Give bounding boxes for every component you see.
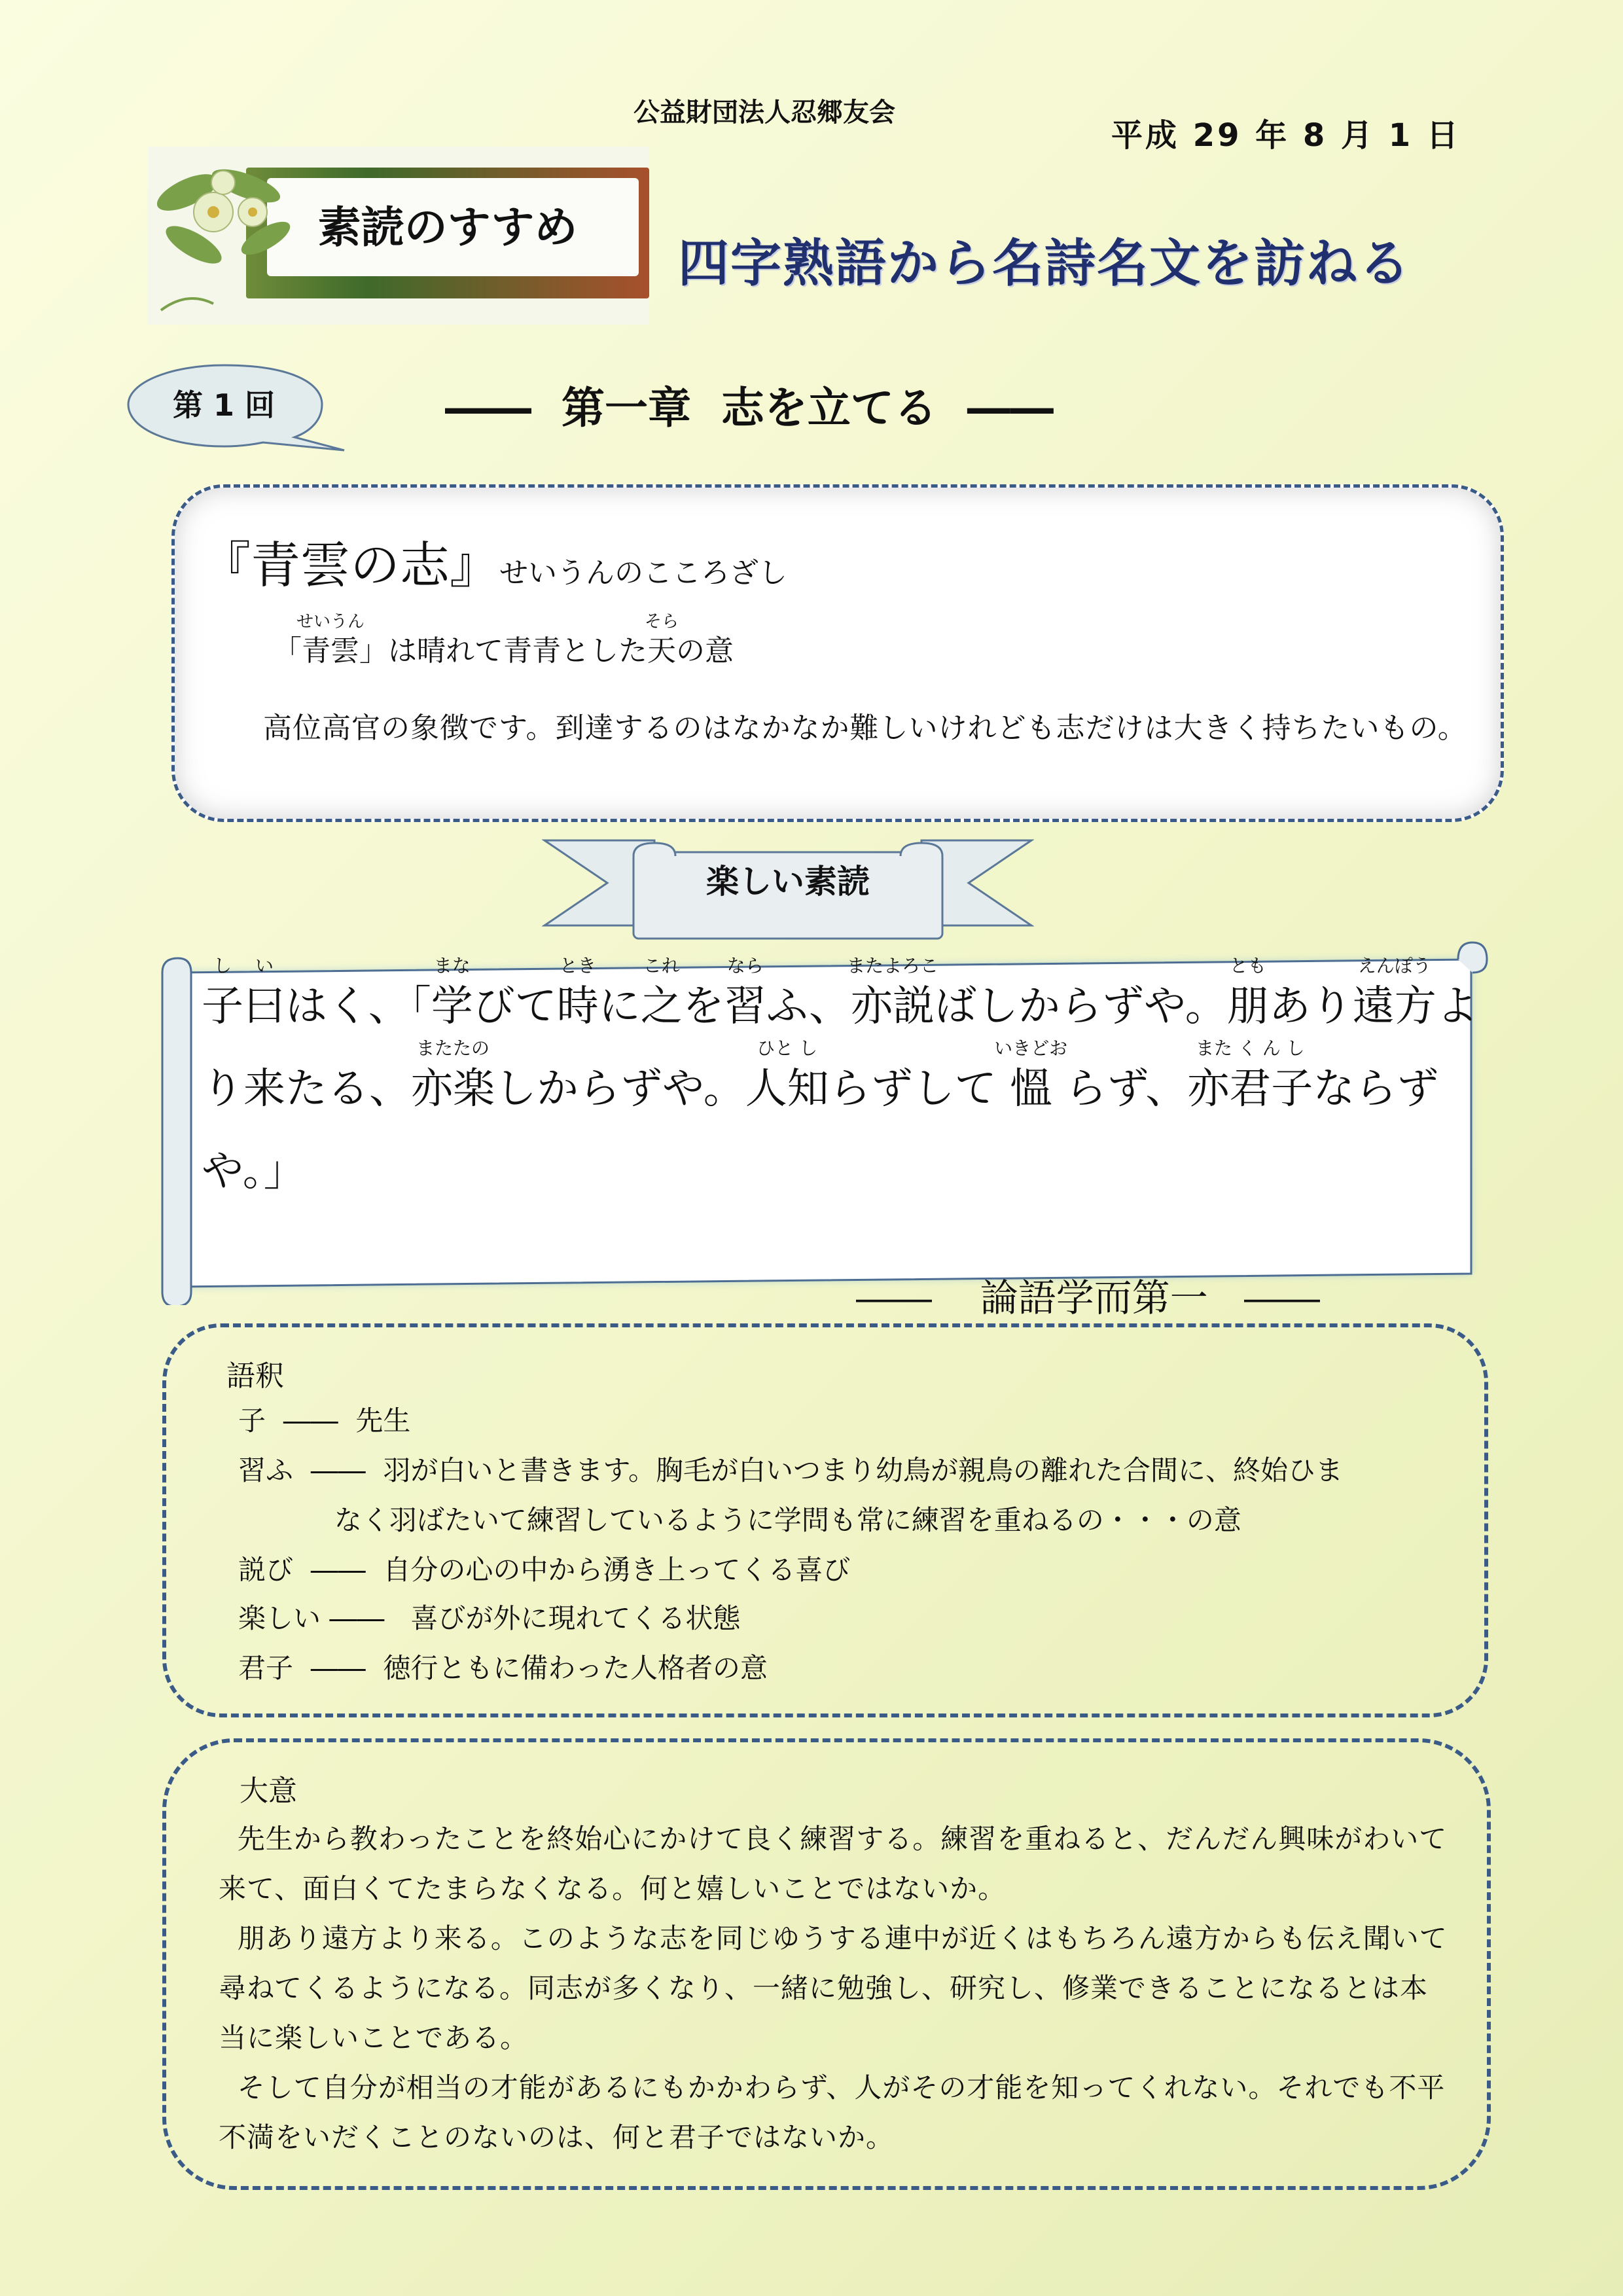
chapter-title: ―― 第一章 志を立てる ―― — [445, 383, 1054, 433]
classic-text-scroll — [149, 933, 1492, 1320]
idiom-description: 高位高官の象徴です。到達するのはなかなか難しいけれども志だけは大きく持ちたいもの。 — [263, 711, 1467, 745]
text-fragment: に — [598, 982, 641, 1031]
episode-badge — [126, 363, 346, 453]
ruby-reading: し — [213, 955, 232, 977]
summary-paragraph: 先生から教わったことを終始心にかけて良く練習する。練習を重ねると、だんだん興味がわいて来て、面白くてたまらなくなる。何と嬉しいことではないか。 — [219, 1823, 1448, 1905]
ruby-word — [640, 955, 683, 1031]
ruby-base: 学 — [431, 982, 473, 1031]
ruby-reading: そら — [644, 612, 679, 632]
summary-body — [219, 1814, 1449, 2162]
ruby-base: 朋 — [1226, 982, 1269, 1031]
text-fragment: あり — [1268, 982, 1353, 1031]
idiom-heading — [201, 526, 787, 597]
text-fragment: の意 — [676, 634, 734, 668]
ruby-word — [644, 612, 679, 668]
ruby-reading: またたの — [416, 1037, 490, 1059]
idiom-box — [171, 484, 1504, 822]
logo — [148, 147, 649, 325]
summary-paragraph: 朋あり遠方より来る。このような志を同じゆうする連中が近くはもちろん遠方からも伝え聞いて尋ねてくるようになる。同志が多くなり、一緒に勉強し、研究し、修業できることになるとは本当に楽しいことである。 — [219, 1922, 1448, 2054]
ruby-reading: いきどお — [994, 1037, 1068, 1059]
glossary-entry: 説び ―― 自分の心の中から湧き上ってくる喜び — [238, 1554, 851, 1586]
text-fragment: よ — [1436, 982, 1478, 1031]
issue-date: 平成 29 年 8 月 1 日 — [1111, 117, 1461, 154]
ruby-base: 子 — [202, 982, 243, 1031]
ruby-word — [1226, 955, 1269, 1031]
ruby-base: 人知 — [745, 1065, 829, 1113]
ruby-base: 亦君子 — [1187, 1065, 1313, 1113]
ruby-base: 遠方 — [1352, 982, 1436, 1031]
ruby-word — [411, 1037, 495, 1113]
banner-label: 楽しい素読 — [706, 863, 870, 901]
ruby-reading: まな — [433, 955, 471, 977]
text-fragment: ふ、 — [766, 982, 851, 1031]
ruby-reading: えんぽう — [1357, 955, 1431, 977]
text-fragment: らず、 — [1052, 1065, 1188, 1113]
ruby-word — [202, 955, 243, 1031]
ruby-base: 習 — [724, 982, 766, 1031]
series-subtitle: 四字熟語から名詩名文を訪ねる — [678, 234, 1412, 293]
idiom-reading: せいうんのこころざし — [499, 556, 787, 590]
ruby-base: 亦楽 — [411, 1065, 495, 1113]
text-fragment: らずして — [829, 1065, 1010, 1113]
kanbun-text — [202, 955, 1478, 1320]
source-citation: ―― 論語学而第一 ―― — [856, 1276, 1321, 1320]
ruby-word — [994, 1037, 1068, 1113]
glossary-box — [162, 1323, 1488, 1717]
text-fragment: 」は晴れて青青とした — [359, 634, 647, 668]
text-fragment: り来たる、 — [202, 1065, 411, 1113]
ruby-word — [1187, 1037, 1313, 1113]
ruby-reading: ひと し — [757, 1037, 818, 1059]
ruby-reading: い — [255, 955, 274, 977]
ruby-base: 亦説 — [851, 982, 935, 1031]
ruby-reading: またよろこ — [847, 955, 939, 977]
text-fragment: はく、「 — [285, 982, 431, 1031]
glossary-entry: 楽しい ―― 喜びが外に現れてくる状態 — [238, 1602, 741, 1634]
episode-label: 第 1 回 — [172, 387, 276, 423]
ruby-reading: また く ん し — [1195, 1037, 1305, 1059]
ruby-word — [745, 1037, 829, 1113]
summary-title: 大意 — [240, 1774, 297, 1808]
text-fragment: ばしからずや。 — [935, 982, 1227, 1031]
ruby-word — [556, 955, 599, 1031]
ruby-base: 青雲 — [302, 634, 359, 668]
summary-paragraph: そして自分が相当の才能があるにもかかわらず、人がその才能を知ってくれない。それでも不平不満をいだくことのないのは、何と君子ではないか。 — [219, 2072, 1446, 2153]
text-fragment: しからずや。 — [495, 1065, 745, 1113]
kanbun-line-2 — [202, 1037, 1439, 1151]
glossary-entry: なく羽ばたいて練習しているように学問も常に練習を重ねるの・・・の意 — [238, 1504, 1241, 1536]
ruby-word — [724, 955, 766, 1031]
section-banner — [542, 838, 1034, 945]
ruby-reading: とき — [559, 955, 596, 977]
ruby-base: 慍 — [1010, 1065, 1052, 1113]
logo-text: 素読のすすめ — [317, 202, 578, 253]
organization-name: 公益財団法人忍郷友会 — [633, 98, 895, 128]
ruby-word — [243, 955, 285, 1031]
text-fragment: 「 — [273, 634, 302, 668]
ruby-reading: なら — [726, 955, 764, 977]
ruby-reading: せいうん — [296, 612, 365, 632]
ruby-base: 時 — [556, 982, 599, 1031]
idiom-meaning-line — [273, 612, 734, 668]
text-fragment: ならず — [1313, 1065, 1439, 1113]
kanbun-line-3: や。」 — [202, 1147, 306, 1196]
glossary-title: 語釈 — [226, 1359, 284, 1393]
ruby-word — [431, 955, 473, 1031]
ruby-word — [847, 955, 939, 1031]
glossary-entry: 子 ―― 先生 — [238, 1405, 411, 1437]
text-fragment: を — [682, 982, 724, 1031]
ruby-word — [1352, 955, 1436, 1031]
ruby-reading: とも — [1229, 955, 1266, 977]
ruby-reading: これ — [643, 955, 680, 977]
ruby-base: 之 — [640, 982, 683, 1031]
glossary-entry: 君子 ―― 徳行ともに備わった人格者の意 — [238, 1652, 768, 1684]
summary-box — [162, 1738, 1491, 2190]
ruby-base: 曰 — [243, 982, 285, 1031]
ruby-word — [296, 612, 365, 668]
glossary-entry: 習ふ ―― 羽が白いと書きます。胸毛が白いつまり幼鳥が親鳥の離れた合間に、終始ひま — [238, 1454, 1344, 1486]
text-fragment: びて — [473, 982, 557, 1031]
ruby-base: 天 — [647, 634, 676, 668]
idiom-title: 『青雲の志』 — [201, 536, 499, 594]
